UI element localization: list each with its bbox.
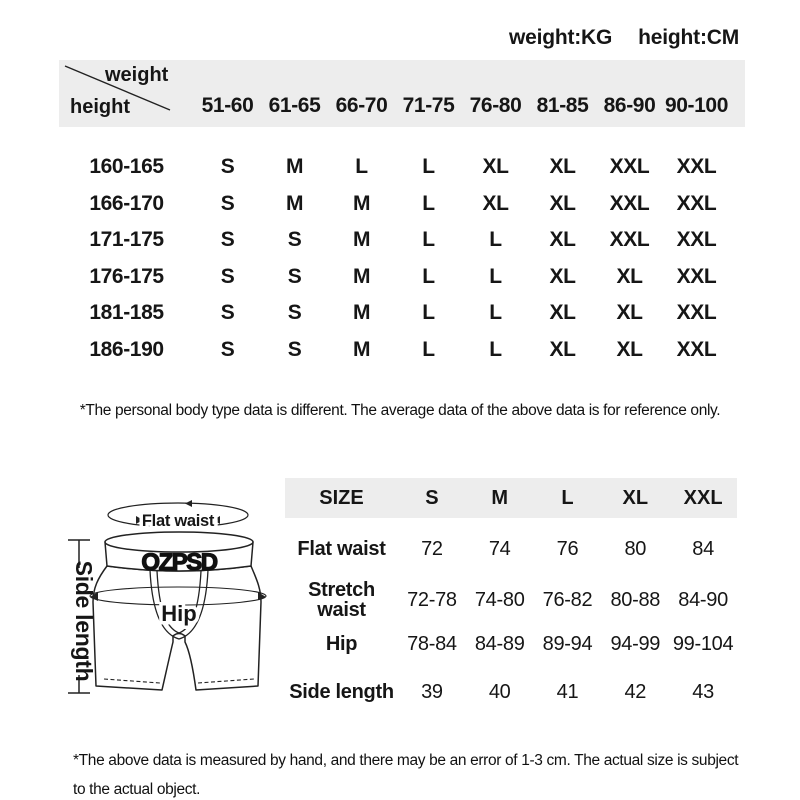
measurement-label bbox=[285, 580, 398, 620]
size-cell: S bbox=[220, 264, 235, 288]
size-cell: XXL bbox=[676, 337, 717, 361]
size-cell: L bbox=[489, 301, 502, 325]
size-table-header bbox=[59, 60, 745, 127]
measurement-label-text: Hip bbox=[325, 633, 358, 655]
weight-range-header: 90-100 bbox=[665, 94, 728, 117]
size-cell: XL bbox=[549, 301, 576, 325]
measurement-label bbox=[285, 670, 398, 714]
size-cell: XL bbox=[482, 155, 509, 179]
weight-range-header: 81-85 bbox=[536, 94, 589, 117]
flat-waist-label: Flat waist bbox=[141, 512, 215, 530]
height-weight-size-table bbox=[59, 60, 745, 368]
size-cell: M bbox=[352, 264, 371, 288]
size-header-cell: XL bbox=[622, 486, 649, 509]
size-header-cell: M bbox=[491, 486, 509, 509]
size-cell: XXL bbox=[609, 191, 650, 215]
measurement-value: 94-99 bbox=[610, 632, 661, 655]
measurement-value: 89-94 bbox=[542, 632, 593, 655]
size-cell: XL bbox=[616, 337, 643, 361]
corner-height-label: height bbox=[70, 96, 130, 118]
size-cell: L bbox=[422, 191, 435, 215]
size-cell: XL bbox=[482, 191, 509, 215]
measurement-label bbox=[285, 518, 398, 580]
units-note bbox=[509, 26, 739, 50]
measurement-value: 84 bbox=[692, 537, 714, 560]
measurement-label-text: Stretch waist bbox=[308, 579, 375, 621]
weight-unit-label: weight:KG bbox=[508, 26, 613, 49]
size-cell: S bbox=[287, 264, 302, 288]
height-range-label: 171-175 bbox=[89, 228, 164, 252]
size-cell: M bbox=[352, 301, 371, 325]
size-header-cell: L bbox=[561, 486, 574, 509]
measurement-label-text: Flat waist bbox=[297, 538, 386, 560]
height-range-label: 176-175 bbox=[89, 264, 164, 288]
measurement-table bbox=[285, 478, 737, 714]
measurement-value: 74 bbox=[488, 537, 511, 560]
size-cell: XL bbox=[616, 264, 643, 288]
size-cell: S bbox=[220, 301, 235, 325]
measurement-row bbox=[285, 618, 737, 670]
size-cell: L bbox=[489, 337, 502, 361]
size-cell: S bbox=[220, 155, 235, 179]
weight-range-header: 86-90 bbox=[603, 94, 656, 117]
measurement-value: 76 bbox=[556, 537, 579, 560]
size-cell: XXL bbox=[676, 155, 717, 179]
measurement-value: 39 bbox=[421, 680, 443, 703]
height-range-label: 186-190 bbox=[89, 337, 164, 361]
measurement-value: 72 bbox=[421, 537, 443, 560]
measurement-value: 99-104 bbox=[672, 632, 734, 655]
weight-range-header: 76-80 bbox=[469, 94, 522, 117]
measurement-table-header bbox=[285, 478, 737, 518]
size-cell: L bbox=[355, 155, 368, 179]
size-cell: S bbox=[220, 337, 235, 361]
measurement-value: 80-88 bbox=[610, 588, 661, 611]
measurement-value: 43 bbox=[692, 680, 714, 703]
size-header-cell: XXL bbox=[683, 486, 723, 509]
size-cell: S bbox=[287, 301, 302, 325]
size-header-cell: S bbox=[425, 486, 439, 509]
measurement-value: 84-89 bbox=[474, 632, 525, 655]
measurement-label bbox=[285, 618, 398, 670]
measurement-label-text: Side length bbox=[289, 681, 394, 703]
size-cell: M bbox=[285, 155, 304, 179]
arrowhead-icon bbox=[185, 500, 192, 507]
size-cell: XL bbox=[549, 228, 576, 252]
size-cell: M bbox=[352, 337, 371, 361]
size-cell: L bbox=[422, 301, 435, 325]
height-range-label: 181-185 bbox=[89, 301, 164, 325]
size-cell: M bbox=[285, 191, 304, 215]
side-length-label: Side length bbox=[71, 560, 97, 682]
boxer-measurement-diagram bbox=[40, 490, 296, 720]
size-cell: M bbox=[352, 228, 371, 252]
size-cell: XXL bbox=[609, 155, 650, 179]
measurement-value: 40 bbox=[488, 680, 511, 703]
size-cell: XL bbox=[549, 337, 576, 361]
weight-range-header: 51-60 bbox=[201, 94, 254, 117]
size-cell: S bbox=[220, 191, 235, 215]
size-cell: S bbox=[287, 228, 302, 252]
measurement-value: 80 bbox=[624, 537, 647, 560]
weight-range-header: 61-65 bbox=[268, 94, 321, 117]
size-cell: XXL bbox=[676, 264, 717, 288]
size-cell: S bbox=[220, 228, 235, 252]
shorts-outline bbox=[93, 566, 261, 690]
brand-logo: OZPSD bbox=[141, 549, 217, 576]
measurement-row bbox=[285, 670, 737, 714]
size-cell: L bbox=[422, 155, 435, 179]
weight-range-header: 71-75 bbox=[402, 94, 455, 117]
corner-weight-label: weight bbox=[105, 64, 169, 86]
size-cell: L bbox=[422, 337, 435, 361]
measurement-value: 84-90 bbox=[678, 588, 728, 611]
measurement-value: 42 bbox=[624, 680, 647, 703]
size-cell: XXL bbox=[676, 191, 717, 215]
size-cell: XXL bbox=[676, 301, 717, 325]
size-cell: L bbox=[489, 264, 502, 288]
size-cell: XL bbox=[549, 264, 576, 288]
measurement-value: 72-78 bbox=[407, 588, 457, 611]
size-table-body bbox=[59, 149, 745, 368]
weight-range-header: 66-70 bbox=[335, 94, 388, 117]
height-range-label: 166-170 bbox=[89, 191, 164, 215]
size-cell: XXL bbox=[676, 228, 717, 252]
body-type-disclaimer: *The personal body type data is different. The average data of the above data is for reference only. bbox=[79, 402, 721, 419]
size-cell: M bbox=[352, 191, 371, 215]
height-range-label: 160-165 bbox=[89, 155, 164, 179]
size-cell: XL bbox=[549, 191, 576, 215]
size-cell: L bbox=[489, 228, 502, 252]
hand-measured-disclaimer: *The above data is measured by hand, and there may be an error of 1-3 cm. The actual size is subject to the actual object. bbox=[73, 752, 739, 798]
measurement-value: 76-82 bbox=[542, 588, 593, 611]
measurement-row bbox=[285, 518, 737, 580]
height-unit-label: height:CM bbox=[638, 26, 739, 49]
measurement-value: 41 bbox=[556, 680, 579, 703]
size-cell: L bbox=[422, 228, 435, 252]
size-cell: XL bbox=[549, 155, 576, 179]
size-cell: S bbox=[287, 337, 302, 361]
corner-cell bbox=[59, 60, 194, 127]
hip-label: Hip bbox=[161, 601, 197, 626]
size-cell: XL bbox=[616, 301, 643, 325]
size-header-cell: SIZE bbox=[319, 486, 364, 509]
measurement-row bbox=[285, 579, 737, 621]
measurement-value: 78-84 bbox=[407, 632, 457, 655]
size-cell: L bbox=[422, 264, 435, 288]
size-cell: XXL bbox=[609, 228, 650, 252]
measurement-value: 74-80 bbox=[474, 588, 525, 611]
